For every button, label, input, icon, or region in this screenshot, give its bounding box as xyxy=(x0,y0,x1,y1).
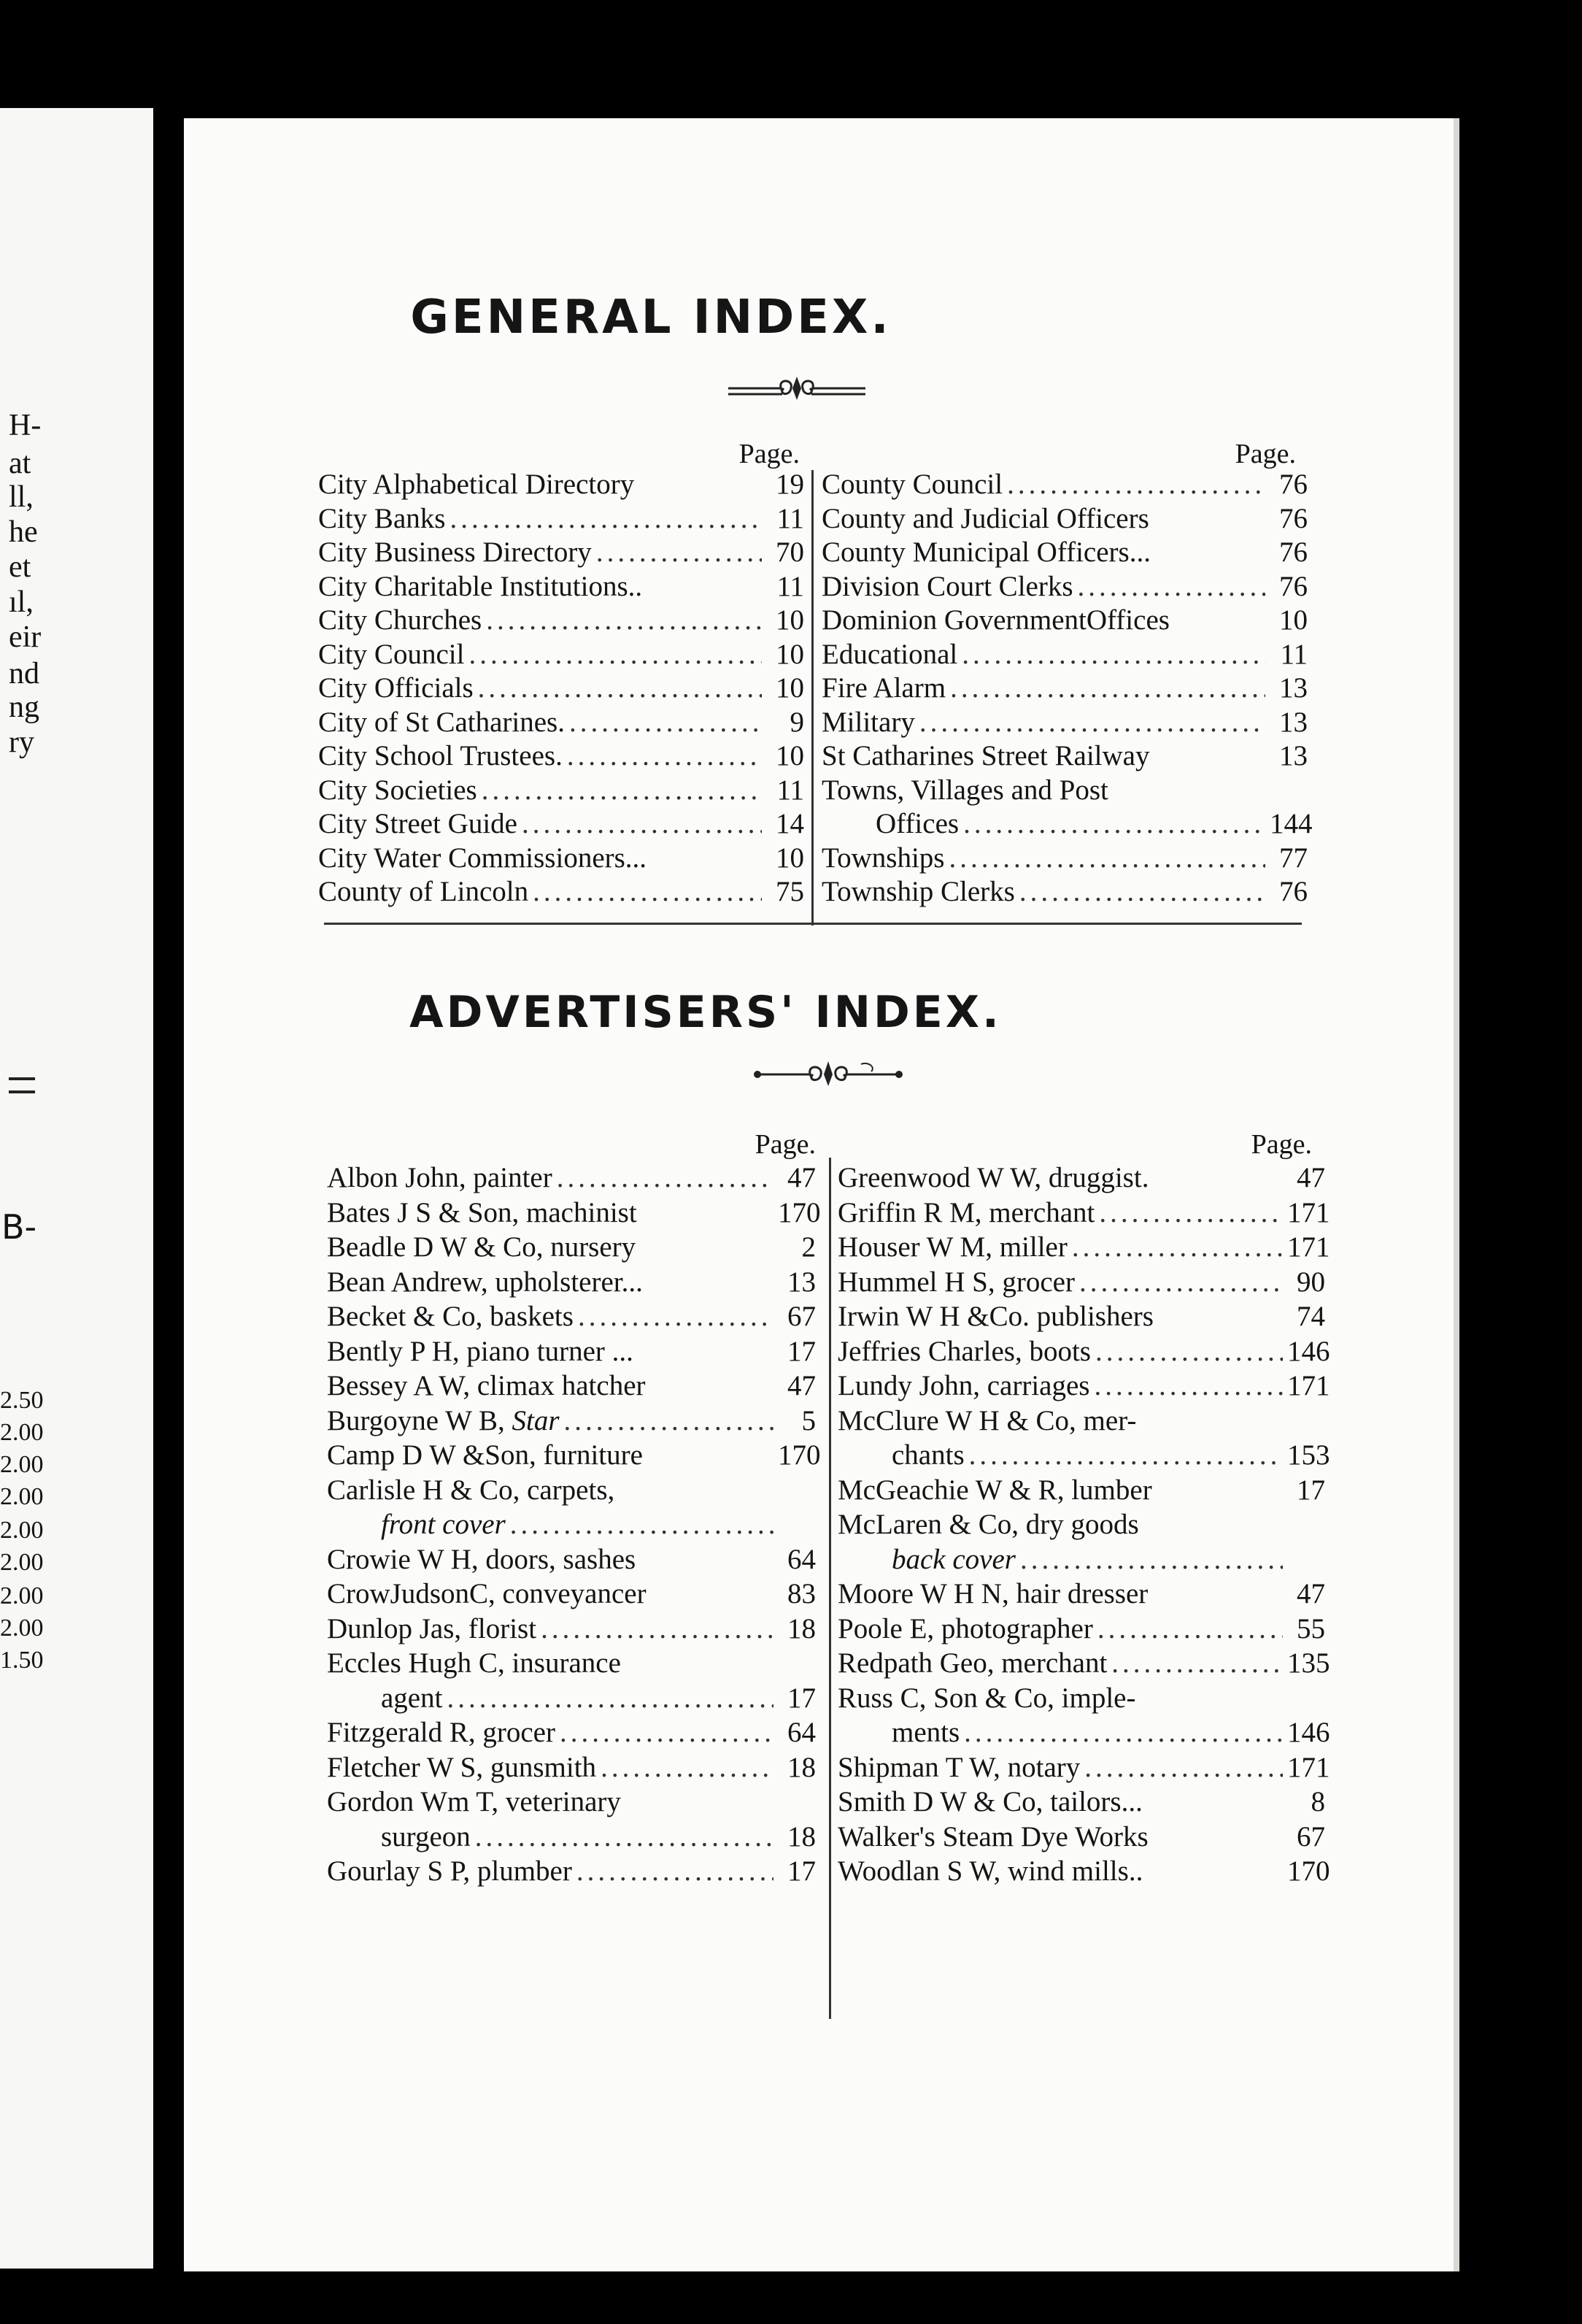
dot-leader xyxy=(564,1407,773,1435)
index-entry xyxy=(327,1196,821,1228)
page-fragment-text: ng xyxy=(9,690,39,724)
dot-leader xyxy=(1097,1615,1283,1643)
index-entry xyxy=(318,844,804,872)
index-entry xyxy=(822,708,1308,736)
index-entry xyxy=(327,1580,816,1608)
entry-page-number: 47 xyxy=(1297,1578,1325,1609)
entry-label: Township Clerks xyxy=(822,876,1015,907)
page-fragment-text: B- xyxy=(1,1207,37,1247)
entry-label: McGeachie W & R, lumber xyxy=(838,1474,1152,1506)
page-fragment-text: at xyxy=(9,447,31,480)
dot-leader xyxy=(510,1510,773,1539)
entry-label-italic: front cover xyxy=(381,1509,506,1540)
index-page xyxy=(184,118,1459,2271)
index-entry xyxy=(318,809,804,838)
index-entry xyxy=(327,1163,816,1192)
entry-page-number: 146 xyxy=(1287,1717,1330,1748)
dot-leader xyxy=(1007,470,1265,499)
index-entry xyxy=(327,1476,816,1504)
index-entry xyxy=(838,1545,1325,1574)
index-entry xyxy=(822,808,1313,839)
index-entry xyxy=(327,1371,816,1400)
entry-page-number: 14 xyxy=(776,808,804,839)
dot-leader xyxy=(1020,1545,1283,1574)
entry-page-number: 17 xyxy=(1297,1474,1325,1506)
entry-label: Smith D W & Co, tailors... xyxy=(838,1786,1143,1817)
index-entry xyxy=(327,1612,816,1644)
dot-leader xyxy=(567,742,762,770)
index-entry xyxy=(838,1404,1325,1436)
index-entry xyxy=(327,1857,816,1885)
entry-page-number: 76 xyxy=(1279,536,1308,568)
entry-label: City Business Directory xyxy=(318,536,592,568)
entry-label-italic: Star xyxy=(512,1404,560,1436)
entry-label: Dominion GovernmentOffices xyxy=(822,604,1170,636)
page-column-header: Page. xyxy=(1235,439,1296,469)
index-entry xyxy=(822,470,1308,499)
entry-label: Houser W M, miller xyxy=(838,1231,1068,1263)
entry-label: Irwin W H &Co. publishers xyxy=(838,1301,1154,1332)
page-fragment-text: 2.00 xyxy=(0,1549,44,1576)
entry-page-number: 11 xyxy=(776,502,804,534)
entry-label: City Water Commissioners... xyxy=(318,842,647,874)
page-fragment-text: 2.00 xyxy=(0,1483,44,1510)
index-entry xyxy=(327,1684,816,1712)
entry-page-number: 17 xyxy=(787,1682,816,1714)
entry-page-number: 47 xyxy=(787,1370,816,1401)
entry-page-number: 64 xyxy=(787,1543,816,1575)
entry-page-number: 13 xyxy=(1279,740,1308,772)
entry-page-number: 153 xyxy=(1287,1439,1330,1471)
entry-label: City Street Guide xyxy=(318,808,517,839)
index-entry xyxy=(318,640,804,669)
page-fragment-text: 1.50 xyxy=(0,1647,44,1674)
entry-page-number: 18 xyxy=(787,1820,816,1852)
entry-label xyxy=(327,1510,506,1539)
index-entry xyxy=(327,1649,816,1677)
entry-label: Walker's Steam Dye Works xyxy=(838,1820,1149,1852)
entry-page-number: 2 xyxy=(801,1231,816,1263)
entry-page-number: 10 xyxy=(776,672,804,704)
entry-page-number: 76 xyxy=(1279,469,1308,500)
index-entry xyxy=(318,708,804,736)
entry-label: Moore W H N, hair dresser xyxy=(838,1578,1149,1609)
entry-page-number: 90 xyxy=(1297,1266,1325,1298)
entry-page-number: 146 xyxy=(1287,1335,1330,1367)
entry-page-number: 13 xyxy=(1279,706,1308,738)
dot-leader xyxy=(576,1857,773,1885)
index-entry xyxy=(318,572,804,601)
entry-page-number: 171 xyxy=(1287,1370,1330,1401)
page-fragment-text: nd xyxy=(9,657,39,690)
dot-leader xyxy=(969,1441,1283,1469)
page-fragment-text: H- xyxy=(9,409,42,442)
entry-page-number: 64 xyxy=(787,1717,816,1748)
entry-page-number: 67 xyxy=(1297,1820,1325,1852)
advertisers-index-title: ADVERTISERS' INDEX. xyxy=(409,987,1002,1038)
entry-page-number: 144 xyxy=(1270,808,1313,839)
index-entry xyxy=(822,538,1308,566)
index-entry xyxy=(318,606,804,634)
entry-page-number: 67 xyxy=(787,1301,816,1332)
index-entry xyxy=(327,1233,816,1261)
entry-page-number: 171 xyxy=(1287,1751,1330,1783)
entry-label: Military xyxy=(822,706,915,738)
page-fragment-text: 2.00 xyxy=(0,1451,44,1478)
index-entry xyxy=(327,1439,821,1471)
dot-leader xyxy=(541,1615,773,1643)
entry-label: agent xyxy=(381,1682,443,1714)
entry-label: City Alphabetical Directory xyxy=(318,469,635,500)
entry-label: Becket & Co, baskets xyxy=(327,1301,574,1332)
index-entry xyxy=(327,1753,816,1782)
entry-page-number: 83 xyxy=(787,1578,816,1609)
index-entry xyxy=(838,1439,1330,1471)
entry-label: Bessey A W, climax hatcher xyxy=(327,1370,646,1401)
entry-label: Bean Andrew, upholsterer... xyxy=(327,1266,643,1298)
entry-label: Camp D W &Son, furniture xyxy=(327,1439,643,1471)
entry-page-number: 170 xyxy=(778,1439,821,1471)
index-entry xyxy=(327,1545,816,1574)
entry-label: Greenwood W W, druggist. xyxy=(838,1162,1149,1193)
index-entry xyxy=(318,776,804,804)
entry-page-number: 11 xyxy=(776,570,804,602)
index-entry xyxy=(327,1404,816,1436)
entry-page-number: 18 xyxy=(787,1751,816,1783)
dot-leader xyxy=(475,1823,773,1851)
entry-label: Carlisle H & Co, carpets, xyxy=(327,1474,615,1506)
entry-label: County of Lincoln xyxy=(318,876,529,907)
index-entry xyxy=(838,1196,1330,1228)
entry-label: chants xyxy=(892,1439,965,1471)
index-entry xyxy=(327,1718,816,1747)
entry-page-number: 55 xyxy=(1297,1612,1325,1644)
entry-label: City Charitable Institutions.. xyxy=(318,570,643,602)
entry-label: Bates J S & Son, machinist xyxy=(327,1196,637,1228)
entry-page-number: 76 xyxy=(1279,502,1308,534)
entry-page-number: 170 xyxy=(1287,1855,1330,1887)
entry-page-number: 76 xyxy=(1279,570,1308,602)
entry-page-number: 13 xyxy=(787,1266,816,1298)
dot-leader xyxy=(1072,1233,1283,1261)
entry-page-number: 10 xyxy=(776,842,804,874)
entry-page-number: 10 xyxy=(776,638,804,670)
index-entry xyxy=(838,1231,1330,1263)
entry-label: Burgoyne W B, Star xyxy=(327,1404,560,1436)
entry-label: City Churches xyxy=(318,604,482,636)
entry-page-number: 13 xyxy=(1279,672,1308,704)
index-entry xyxy=(327,1302,816,1331)
dot-leader xyxy=(1078,572,1265,601)
page-fragment-text: 2.00 xyxy=(0,1517,44,1544)
index-entry xyxy=(838,1684,1325,1712)
entry-page-number: 75 xyxy=(776,876,804,907)
entry-page-number: 171 xyxy=(1287,1196,1330,1228)
index-entry xyxy=(822,844,1308,872)
index-entry xyxy=(838,1647,1330,1679)
entry-label: Dunlop Jas, florist xyxy=(327,1612,537,1644)
entry-label: Lundy John, carriages xyxy=(838,1370,1090,1401)
general-index-table xyxy=(318,438,1311,1044)
index-entry xyxy=(327,1510,816,1539)
dot-leader xyxy=(1111,1649,1283,1677)
page-fragment-text: 2.00 xyxy=(0,1615,44,1642)
dot-leader xyxy=(1094,1371,1283,1400)
dot-leader xyxy=(963,809,1265,838)
general-index-title: GENERAL INDEX. xyxy=(410,290,892,345)
entry-page-number: 10 xyxy=(776,604,804,636)
entry-label: CrowJudsonC, conveyancer xyxy=(327,1578,647,1609)
entry-label: McClure W H & Co, mer- xyxy=(838,1404,1137,1436)
entry-label: Woodlan S W, wind mills.. xyxy=(838,1855,1143,1887)
entry-label: City Banks xyxy=(318,502,446,534)
dot-leader xyxy=(486,606,762,634)
dot-leader xyxy=(569,708,762,736)
page-fragment-text: ll, xyxy=(9,480,34,514)
entry-label: City Societies xyxy=(318,774,477,806)
entry-label: St Catharines Street Railway xyxy=(822,740,1150,772)
entry-label: City School Trustees. xyxy=(318,740,563,772)
entry-label: Hummel H S, grocer xyxy=(838,1266,1075,1298)
dot-leader xyxy=(482,776,762,804)
entry-label: County Municipal Officers... xyxy=(822,536,1151,568)
index-entry xyxy=(318,470,804,499)
entry-page-number: 5 xyxy=(801,1404,816,1436)
page-fragment-text: ry xyxy=(9,726,34,759)
page-fragment-text: ıl, xyxy=(9,585,34,619)
index-entry xyxy=(318,877,804,906)
entry-page-number: 76 xyxy=(1279,876,1308,907)
ornament-divider-icon xyxy=(752,1057,905,1089)
entry-label: McLaren & Co, dry goods xyxy=(838,1509,1139,1540)
dot-leader xyxy=(522,809,762,838)
entry-label: Bently P H, piano turner ... xyxy=(327,1335,633,1367)
index-entry xyxy=(822,504,1308,533)
page-fragment-text: 2.00 xyxy=(0,1419,44,1446)
entry-page-number: 10 xyxy=(776,740,804,772)
entry-label: City of St Catharines. xyxy=(318,706,565,738)
index-entry xyxy=(838,1510,1325,1539)
dot-leader xyxy=(950,674,1265,702)
entry-label: Albon John, painter xyxy=(327,1162,552,1193)
dot-leader xyxy=(557,1163,773,1192)
index-entry xyxy=(822,877,1308,906)
index-entry xyxy=(327,1337,816,1366)
index-entry xyxy=(838,1476,1325,1504)
entry-label: Jeffries Charles, boots xyxy=(838,1335,1091,1367)
double-rule xyxy=(9,1077,35,1093)
dot-leader xyxy=(468,640,762,669)
dot-leader xyxy=(478,674,762,702)
entry-label: Division Court Clerks xyxy=(822,570,1073,602)
dot-leader xyxy=(1019,877,1265,906)
entry-label: Redpath Geo, merchant xyxy=(838,1647,1108,1679)
index-entry xyxy=(838,1751,1330,1783)
page-fragment-text: he xyxy=(9,515,38,549)
entry-label: Eccles Hugh C, insurance xyxy=(327,1647,621,1679)
index-entry xyxy=(822,640,1308,669)
entry-page-number: 74 xyxy=(1297,1301,1325,1332)
dot-leader xyxy=(533,877,762,906)
entry-label: City Officials xyxy=(318,672,474,704)
page-fragment-text: eir xyxy=(9,620,42,654)
index-entry xyxy=(327,1788,816,1816)
index-entry xyxy=(838,1335,1330,1367)
index-entry xyxy=(838,1820,1325,1852)
index-entry xyxy=(318,742,804,770)
entry-label: ments xyxy=(892,1717,960,1748)
dot-leader xyxy=(578,1302,773,1331)
entry-page-number: 9 xyxy=(790,706,804,738)
index-entry xyxy=(838,1268,1325,1296)
dot-leader xyxy=(949,844,1265,872)
entry-page-number: 17 xyxy=(787,1855,816,1887)
page-column-header: Page. xyxy=(1251,1129,1312,1160)
entry-label: Gourlay S P, plumber xyxy=(327,1855,572,1887)
index-entry xyxy=(318,504,804,533)
entry-label: Towns, Villages and Post xyxy=(822,774,1108,806)
dot-leader xyxy=(962,640,1265,669)
previous-page-fragment xyxy=(0,108,153,2269)
page-fragment-text: et xyxy=(9,550,31,584)
entry-label: Crowie W H, doors, sashes xyxy=(327,1543,636,1575)
dot-leader xyxy=(1099,1198,1283,1227)
dot-leader xyxy=(919,708,1265,736)
ornament-divider-icon xyxy=(724,372,870,404)
page-fragment-text: 2.00 xyxy=(0,1582,44,1609)
page-fragment-text: 2.50 xyxy=(0,1387,44,1414)
index-entry xyxy=(327,1820,816,1852)
entry-label xyxy=(838,1545,1016,1574)
index-entry xyxy=(822,606,1308,634)
entry-label: Fire Alarm xyxy=(822,672,946,704)
index-entry xyxy=(822,674,1308,702)
entry-label: Beadle D W & Co, nursery xyxy=(327,1231,636,1263)
entry-page-number: 11 xyxy=(1280,638,1308,670)
entry-label: County and Judicial Officers xyxy=(822,502,1149,534)
index-entry xyxy=(838,1788,1325,1816)
index-entry xyxy=(822,776,1308,804)
entry-page-number: 10 xyxy=(1279,604,1308,636)
entry-page-number: 171 xyxy=(1287,1231,1330,1263)
entry-label-italic: back cover xyxy=(892,1543,1016,1575)
index-entry xyxy=(838,1163,1325,1192)
entry-page-number: 19 xyxy=(776,469,804,500)
dot-leader xyxy=(1084,1753,1283,1782)
dot-leader xyxy=(601,1753,773,1782)
entry-page-number: 47 xyxy=(787,1162,816,1193)
entry-label: City Council xyxy=(318,638,465,670)
index-entry xyxy=(838,1370,1330,1401)
entry-label: Fitzgerald R, grocer xyxy=(327,1717,555,1748)
dot-leader xyxy=(596,538,762,566)
page-column-header: Page. xyxy=(755,1129,816,1160)
dot-leader xyxy=(560,1718,773,1747)
entry-page-number: 47 xyxy=(1297,1162,1325,1193)
index-entry xyxy=(327,1268,816,1296)
dot-leader xyxy=(449,504,762,533)
entry-label: Fletcher W S, gunsmith xyxy=(327,1751,597,1783)
advertisers-index-table xyxy=(327,1128,1330,2048)
entry-label: County Council xyxy=(822,469,1003,500)
entry-page-number: 77 xyxy=(1279,842,1308,874)
entry-label: Griffin R M, merchant xyxy=(838,1196,1095,1228)
entry-label: Gordon Wm T, veterinary xyxy=(327,1786,621,1817)
dot-leader xyxy=(447,1684,773,1712)
entry-label: Russ C, Son & Co, imple- xyxy=(838,1682,1136,1714)
entry-page-number: 18 xyxy=(787,1612,816,1644)
entry-label: Shipman T W, notary xyxy=(838,1751,1081,1783)
entry-page-number: 135 xyxy=(1287,1647,1330,1679)
entry-label: Poole E, photographer xyxy=(838,1612,1093,1644)
entry-page-number: 11 xyxy=(776,774,804,806)
entry-page-number: 17 xyxy=(787,1335,816,1367)
entry-page-number: 70 xyxy=(776,536,804,568)
index-entry xyxy=(822,742,1308,770)
dot-leader xyxy=(964,1718,1283,1747)
dot-leader xyxy=(1095,1337,1283,1366)
entry-label: surgeon xyxy=(381,1820,471,1852)
index-entry xyxy=(838,1717,1330,1748)
index-entry xyxy=(838,1612,1325,1644)
index-entry xyxy=(838,1855,1330,1887)
index-entry xyxy=(318,538,804,566)
dot-leader xyxy=(1079,1268,1283,1296)
entry-label: Offices xyxy=(876,808,960,839)
index-entry xyxy=(838,1580,1325,1608)
entry-label: Educational xyxy=(822,638,958,670)
index-entry xyxy=(822,572,1308,601)
index-entry xyxy=(318,674,804,702)
entry-label: Townships xyxy=(822,842,945,874)
page-column-header: Page. xyxy=(738,439,800,469)
index-entry xyxy=(838,1302,1325,1331)
entry-page-number: 170 xyxy=(778,1196,821,1228)
entry-page-number: 8 xyxy=(1311,1786,1325,1817)
